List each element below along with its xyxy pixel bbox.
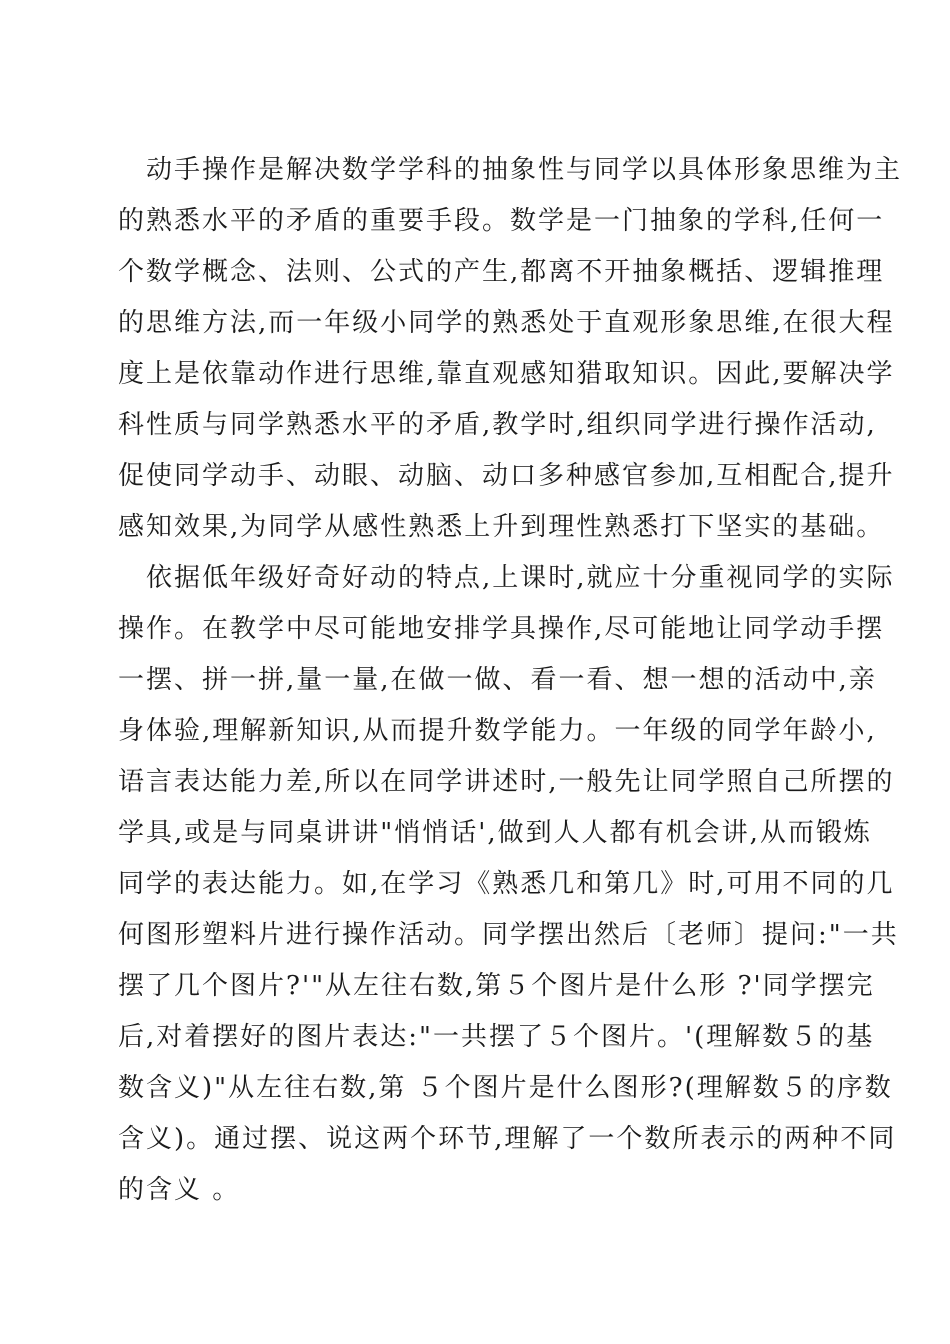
paragraph-hands-on-operation: [118, 145, 903, 553]
text-line: 数含义)"从左往右数,第 ５个图片是什么图形?(理解数５的序数: [118, 1073, 893, 1103]
text-line: 度上是依靠动作进行思维,靠直观感知猎取知识。因此,要解决学: [118, 359, 895, 389]
text-line: 感知效果,为同学从感性熟悉上升到理性熟悉打下坚实的基础。: [118, 512, 885, 542]
text-line: 何图形塑料片进行操作活动。同学摆出然后〔老师〕提问:"一共: [118, 920, 899, 950]
text-line: 语言表达能力差,所以在同学讲述时,一般先让同学照自己所摆的: [118, 767, 895, 797]
text-line: 一摆、拼一拼,量一量,在做一做、看一看、想一想的活动中,亲: [118, 665, 877, 695]
text-line: 操作。在教学中尽可能地安排学具操作,尽可能地让同学动手摆: [118, 614, 885, 644]
paragraph-low-grade-practice: [118, 553, 899, 1216]
text-line: 身体验,理解新知识,从而提升数学能力。一年级的同学年龄小,: [118, 716, 877, 746]
text-line: 动手操作是解决数学学科的抽象性与同学以具体形象思维为主: [118, 155, 903, 185]
text-line: 后,对着摆好的图片表达:"一共摆了５个图片。'(理解数５的基: [118, 1022, 875, 1052]
text-line: 依据低年级好奇好动的特点,上课时,就应十分重视同学的实际: [118, 563, 895, 593]
text-line: 促使同学动手、动眼、动脑、动口多种感官参加,互相配合,提升: [118, 461, 895, 491]
text-line: 的含义 。: [118, 1175, 241, 1205]
text-line: 科性质与同学熟悉水平的矛盾,教学时,组织同学进行操作活动,: [118, 410, 877, 440]
text-line: 个数学概念、法则、公式的产生,都离不开抽象概括、逻辑推理: [118, 257, 885, 287]
text-line: 摆了几个图片?'"从左往右数,第５个图片是什么形 ?'同学摆完: [118, 971, 875, 1001]
text-line: 同学的表达能力。如,在学习《熟悉几和第几》时,可用不同的几: [118, 869, 895, 899]
text-line: 的思维方法,而一年级小同学的熟悉处于直观形象思维,在很大程: [118, 308, 895, 338]
document-body: [118, 145, 903, 1216]
text-line: 含义)。通过摆、说这两个环节,理解了一个数所表示的两种不同: [118, 1124, 897, 1154]
text-line: 学具,或是与同桌讲讲"悄悄话',做到人人都有机会讲,从而锻炼: [118, 818, 872, 848]
text-line: 的熟悉水平的矛盾的重要手段。数学是一门抽象的学科,任何一: [118, 206, 885, 236]
